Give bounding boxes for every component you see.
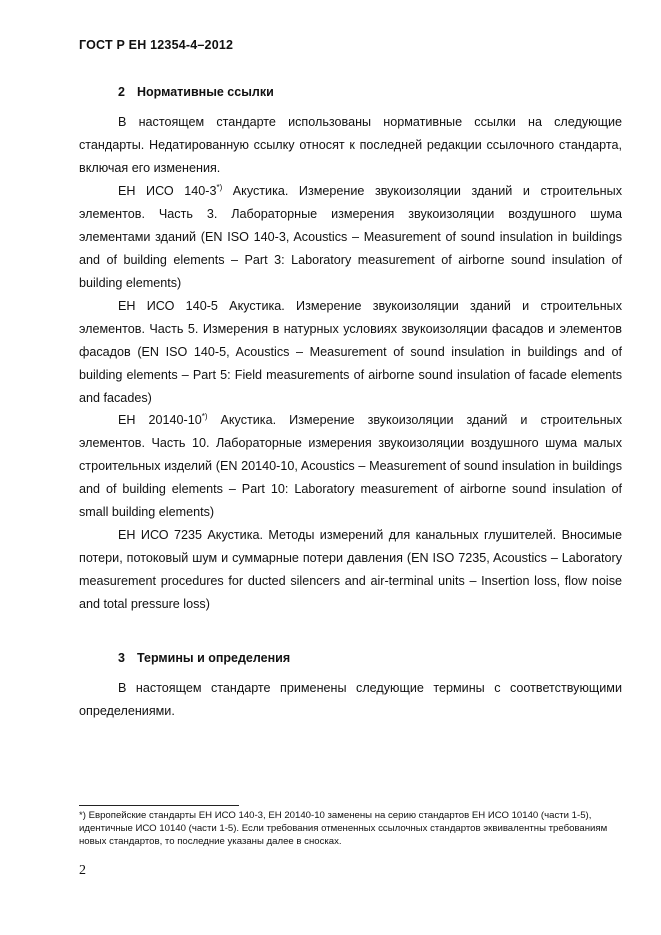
section-3-heading: [118, 651, 290, 665]
reference-id: ЕН ИСО 7235: [118, 528, 202, 542]
reference-text: Акустика. Измерение звукоизоляции зданий и строительных элементов. Часть 5. Измерения в натурных условиях звукоизоляции фасадов и элементов фасадов (EN ISO 140-5, Acoustics – Measurement of sound insulation in buildings and of building elements – Part 5: Field measurements of airborne sound insulation of facade elements and facades): [79, 299, 622, 405]
section-3-number: 3: [118, 651, 125, 665]
footnote-divider: [79, 805, 239, 806]
footnote: *) Европейские стандарты ЕН ИСО 140-3, ЕН 20140-10 заменены на серию стандартов ЕН ИСО 10140 (части 1-5), идентичные ИСО 10140 (части 1-5). Если требования отмененных ссылочных стандартов эквивалентны требованиям новых стандартов, то последние указаны далее в сносках.: [79, 810, 608, 848]
section-2-heading: [118, 85, 274, 99]
footnote-mark: *): [201, 412, 208, 421]
reference-text: Акустика. Методы измерений для канальных глушителей. Вносимые потери, потоковый шум и суммарные потери давления (EN ISO 7235, Acoustics – Laboratory measurement procedures for ducted silencers and air-terminal units – Insertion loss, flow noise and total pressure loss): [79, 528, 622, 611]
page-number: 2: [79, 863, 86, 878]
reference-entry: [79, 180, 622, 295]
reference-id: ЕН ИСО 140-3: [118, 184, 217, 198]
reference-entry: [79, 409, 622, 524]
section-3-title: Термины и определения: [137, 651, 291, 665]
reference-entry: [79, 295, 622, 410]
reference-text: Акустика. Измерение звукоизоляции зданий и строительных элементов. Часть 3. Лабораторные измерения звукоизоляции воздушного шума элементами зданий (EN ISO 140-3, Acoustics – Measurement of sound insulation in buildings and of building elements – Part 3: Laboratory measurement of airborne sound insulation of building elements): [79, 184, 622, 290]
section-2-number: 2: [118, 85, 125, 99]
section-3-intro: В настоящем стандарте применены следующие термины с соответствующими определениями.: [79, 681, 622, 718]
reference-text: Акустика. Измерение звукоизоляции зданий и строительных элементов. Часть 10. Лабораторные измерения звукоизоляции воздушного шума малых строительных изделий (EN 20140-10, Acoustics – Measurement of sound insulation in buildings and of building elements – Part 10: Laboratory measurement of airborne sound insulation of small building elements): [79, 413, 622, 519]
section-2-title: Нормативные ссылки: [137, 85, 274, 99]
reference-id: ЕН 20140-10: [118, 413, 202, 427]
footnote-mark: *): [216, 183, 223, 192]
reference-entry: [79, 524, 622, 616]
section-2-intro: В настоящем стандарте использованы нормативные ссылки на следующие стандарты. Недатированную ссылку относят к последней редакции ссылочного стандарта, включая его изменения.: [79, 115, 622, 175]
reference-id: ЕН ИСО 140-5: [118, 299, 218, 313]
document-header: ГОСТ Р ЕН 12354-4–2012: [79, 38, 234, 52]
